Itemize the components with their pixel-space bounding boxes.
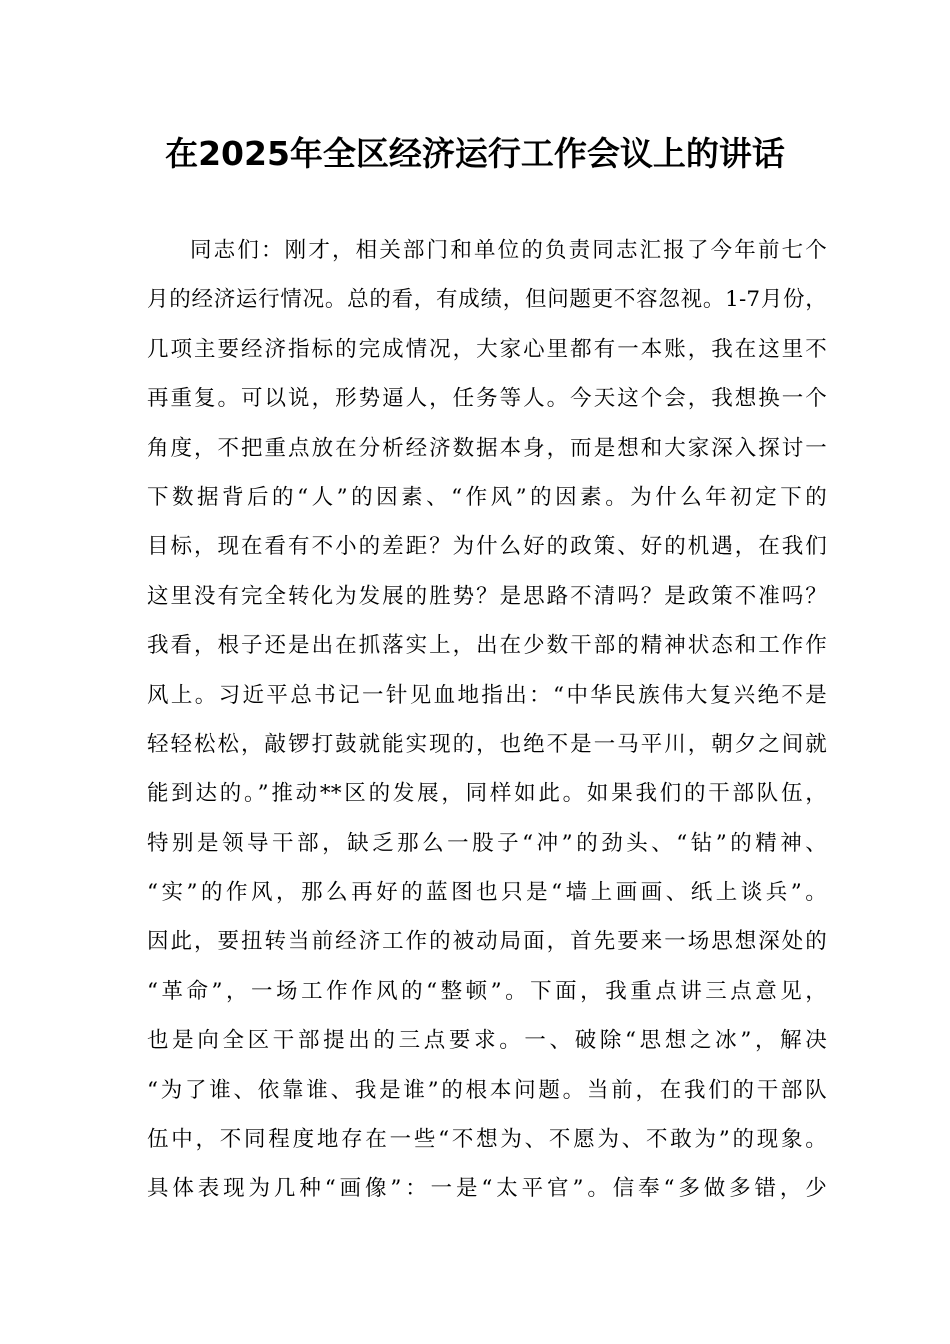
body-line: 月的经济运行情况。总的看，有成绩，但问题更不容忽视。1-7月份， (147, 287, 827, 313)
document-body (147, 233, 827, 1221)
body-line: 因此，要扭转当前经济工作的被动局面，首先要来一场思想深处的 (147, 929, 827, 955)
body-line: 几项主要经济指标的完成情况，大家心里都有一本账，我在这里不 (147, 336, 827, 362)
body-line: 同志们：刚才，相关部门和单位的负责同志汇报了今年前七个 (190, 238, 827, 263)
body-line: 下数据背后的“人”的因素、“作风”的因素。为什么年初定下的 (147, 484, 827, 510)
body-line: “实”的作风，那么再好的蓝图也只是“墙上画画、纸上谈兵”。 (147, 880, 827, 906)
body-line: 角度，不把重点放在分析经济数据本身，而是想和大家深入探讨一 (147, 435, 827, 461)
body-line: 轻轻松松，敲锣打鼓就能实现的，也绝不是一马平川，朝夕之间就 (147, 731, 827, 757)
body-line: 也是向全区干部提出的三点要求。一、破除“思想之冰”，解决 (147, 1028, 827, 1054)
body-line: “为了谁、依靠谁、我是谁”的根本问题。当前，在我们的干部队 (147, 1077, 827, 1103)
body-line: 风上。习近平总书记一针见血地指出：“中华民族伟大复兴绝不是 (147, 682, 827, 708)
body-line: 我看，根子还是出在抓落实上，出在少数干部的精神状态和工作作 (147, 633, 827, 659)
body-line: 目标，现在看有不小的差距？为什么好的政策、好的机遇，在我们 (147, 534, 827, 560)
body-line: 伍中，不同程度地存在一些“不想为、不愿为、不敢为”的现象。 (147, 1127, 827, 1153)
body-line: “革命”，一场工作作风的“整顿”。下面，我重点讲三点意见， (147, 978, 827, 1004)
body-line: 再重复。可以说，形势逼人，任务等人。今天这个会，我想换一个 (147, 386, 827, 412)
document-title: 在2025年全区经济运行工作会议上的讲话 (165, 134, 785, 173)
body-line: 能到达的。”推动**区的发展，同样如此。如果我们的干部队伍， (147, 781, 827, 807)
body-line: 具体表现为几种“画像”：一是“太平官”。信奉“多做多错，少 (147, 1176, 827, 1202)
body-line: 特别是领导干部，缺乏那么一股子“冲”的劲头、“钻”的精神、 (147, 830, 827, 856)
body-line: 这里没有完全转化为发展的胜势？是思路不清吗？是政策不准吗？ (147, 583, 827, 609)
